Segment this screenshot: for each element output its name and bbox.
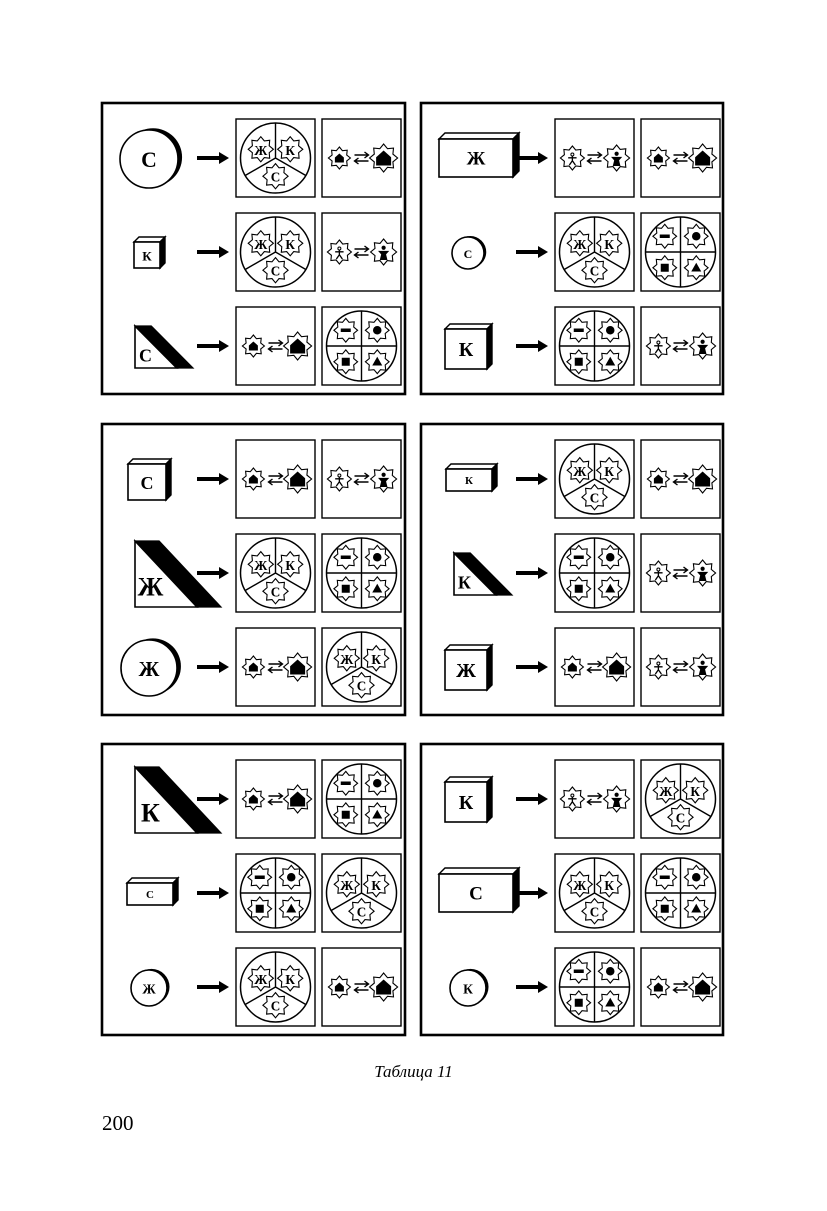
wheel-letter: Ж [340,877,354,893]
wheel-letter: К [371,877,381,893]
dot-icon [373,326,381,334]
person-exchange-card [641,628,720,706]
shapes-wheel-card [322,307,401,385]
bar-icon [341,329,351,332]
letters-wheel-card [641,760,720,838]
cube-figure [439,868,519,912]
letter-label: С [469,883,483,905]
letter-label: С [141,148,157,172]
square-icon [575,358,583,366]
letters-wheel-card [236,948,315,1026]
house-exchange-card [641,119,720,197]
letters-wheel-card [236,213,315,291]
shapes-wheel-card [641,854,720,932]
wheel-letter: С [675,810,686,826]
person-exchange-card [322,440,401,518]
wheel-letter: Ж [254,557,268,573]
letters-wheel-card [322,854,401,932]
shapes-wheel-card [641,213,720,291]
dot-icon [606,326,614,334]
person-exchange-card [641,534,720,612]
cube-figure [445,324,492,369]
bar-icon [341,556,351,559]
person-exchange-card [555,760,634,838]
bar-icon [574,556,584,559]
square-icon [575,585,583,593]
letter-label: К [465,475,473,487]
wheel-letter: С [270,263,281,279]
dot-icon [692,873,700,881]
wheel-letter: К [371,651,381,667]
letters-wheel-card [322,628,401,706]
letter-label: С [138,345,152,366]
letter-label: С [463,247,473,261]
house-exchange-card [236,628,315,706]
dot-icon [287,873,295,881]
bar-icon [660,235,670,238]
house-exchange-card [236,760,315,838]
task-panel-4 [421,424,723,715]
letter-label: Ж [138,657,160,681]
square-icon [575,999,583,1007]
wheel-letter: С [589,263,600,279]
wheel-letter: Ж [573,463,587,479]
letter-label: К [458,792,474,814]
cube-figure [127,878,178,905]
dot-icon [606,553,614,561]
house-exchange-card [322,119,401,197]
letter-label: К [457,572,471,593]
task-panel-6 [421,744,723,1035]
cube-figure [134,237,165,268]
cube-figure [128,459,171,500]
shapes-wheel-card [555,307,634,385]
square-icon [342,585,350,593]
bar-icon [574,329,584,332]
wheel-letter: Ж [254,142,268,158]
square-icon [342,811,350,819]
letter-label: Ж [142,981,156,997]
wheel-letter: С [356,678,367,694]
shapes-wheel-card [322,760,401,838]
house-exchange-card [236,307,315,385]
person-exchange-card [641,307,720,385]
wheel-letter: К [285,971,295,987]
wheel-letter: Ж [573,236,587,252]
square-icon [342,358,350,366]
wheel-letter: С [356,904,367,920]
letter-label: Ж [137,572,164,602]
dot-icon [373,553,381,561]
house-exchange-card [236,440,315,518]
bar-icon [574,970,584,973]
letter-label: К [142,248,152,264]
shapes-wheel-card [555,948,634,1026]
letter-label: Ж [456,660,476,682]
wheel-letter: С [270,169,281,185]
wheel-letter: С [270,584,281,600]
cube-figure [445,645,492,690]
shapes-wheel-card [555,534,634,612]
letters-wheel-card [236,534,315,612]
shapes-wheel-card [322,534,401,612]
dot-icon [373,779,381,787]
person-exchange-card [322,213,401,291]
cube-figure [439,133,519,177]
letter-label: К [141,798,160,828]
letter-label: К [458,339,474,361]
wheel-letter: К [604,877,614,893]
dot-icon [692,232,700,240]
dot-icon [606,967,614,975]
wheel-letter: Ж [254,236,268,252]
wheel-letter: Ж [254,971,268,987]
wheel-letter: К [285,236,295,252]
shapes-wheel-card [236,854,315,932]
task-row [120,119,401,197]
letter-label: С [146,889,154,901]
wheel-letter: Ж [659,783,673,799]
letters-wheel-card [555,854,634,932]
task-panel-3 [102,424,405,715]
letter-label: С [140,473,154,493]
bar-icon [341,782,351,785]
task-panel-1 [102,103,405,394]
wheel-letter: К [604,236,614,252]
letters-wheel-card [555,440,634,518]
house-exchange-card [641,440,720,518]
task-panel-2 [421,103,723,394]
letters-wheel-card [555,213,634,291]
square-icon [661,905,669,913]
wheel-letter: К [690,783,700,799]
letter-label: Ж [466,148,486,170]
wheel-letter: К [285,142,295,158]
table-caption: Таблица 11 [374,1062,453,1081]
wheel-letter: К [285,557,295,573]
cube-figure [445,777,492,822]
wheel-letter: Ж [573,877,587,893]
cube-figure [446,464,497,491]
wheel-letter: Ж [340,651,354,667]
task-panel-5 [102,744,405,1035]
square-icon [661,264,669,272]
person-exchange-card [555,119,634,197]
square-icon [256,905,264,913]
letters-wheel-card [236,119,315,197]
bar-icon [660,876,670,879]
house-exchange-card [322,948,401,1026]
bar-icon [255,876,265,879]
wheel-letter: С [270,998,281,1014]
wheel-letter: К [604,463,614,479]
page-number: 200 [102,1111,134,1135]
wheel-letter: С [589,904,600,920]
letter-label: К [463,981,473,997]
wheel-letter: С [589,490,600,506]
house-exchange-card [555,628,634,706]
house-exchange-card [641,948,720,1026]
